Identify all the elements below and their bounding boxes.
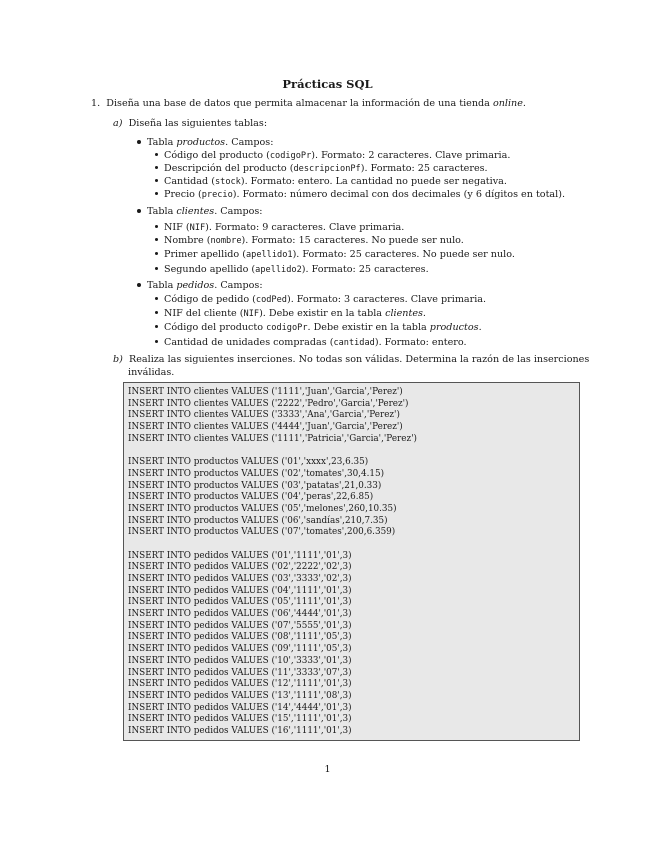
bullet-icon — [155, 252, 158, 255]
bullet-icon — [155, 311, 158, 314]
code-line: INSERT INTO clientes VALUES ('4444','Juan','Garcia','Perez') — [128, 422, 403, 433]
field-italic: productos — [429, 322, 479, 333]
field-text: Primer apellido ( — [164, 249, 246, 260]
field-text: ). Formato: entero. La cantidad no puede ser negativa. — [240, 176, 507, 187]
code-line: INSERT INTO pedidos VALUES ('13','1111','08',3) — [128, 690, 352, 701]
code-line: INSERT INTO pedidos VALUES ('16','1111','01',3) — [128, 725, 352, 736]
part-a-text: Diseña las siguientes tablas: — [128, 118, 268, 129]
field-text: ). Formato: 25 caracteres. — [301, 264, 429, 275]
exercise-text: Diseña una base de datos que permita almacenar la información de una tienda — [106, 98, 493, 109]
field-text: Precio ( — [164, 189, 202, 200]
field-item — [155, 222, 404, 234]
code-line: INSERT INTO productos VALUES ('07','tomates',200,6.359) — [128, 527, 396, 538]
field-code: codigoPr — [266, 323, 308, 333]
code-line: INSERT INTO pedidos VALUES ('05','1111','01',3) — [128, 597, 352, 608]
code-line: INSERT INTO productos VALUES ('04','peras',22,6.85) — [128, 492, 374, 503]
table-pre: Tabla — [147, 280, 177, 291]
code-gap — [128, 445, 579, 457]
field-item — [155, 337, 467, 349]
table-item-productos — [137, 137, 273, 149]
code-line: INSERT INTO clientes VALUES ('1111','Juan','Garcia','Perez') — [128, 387, 403, 397]
bullet-icon — [137, 283, 141, 287]
field-item — [155, 264, 429, 276]
bullet-icon — [137, 209, 141, 213]
code-block-productos — [128, 457, 579, 539]
bullet-icon — [155, 153, 158, 156]
code-gap — [128, 539, 579, 551]
code-line: INSERT INTO pedidos VALUES ('14','4444','01',3) — [128, 702, 352, 713]
field-text: ). Formato: 3 caracteres. Clave primaria. — [286, 294, 487, 305]
code-line: INSERT INTO productos VALUES ('05','melones',260,10.35) — [128, 503, 397, 514]
code-line: INSERT INTO pedidos VALUES ('12','1111','01',3) — [128, 679, 352, 690]
exercise-text-italic: online — [492, 98, 523, 109]
code-block-clientes — [128, 387, 579, 445]
field-text: . — [478, 322, 482, 333]
field-code: codPed — [255, 295, 287, 305]
code-line: INSERT INTO pedidos VALUES ('08','1111','05',3) — [128, 632, 352, 643]
code-line: INSERT INTO pedidos VALUES ('02','2222','02',3) — [128, 562, 352, 573]
code-block-pedidos — [128, 551, 579, 738]
field-code: NIF — [243, 309, 260, 319]
code-line: INSERT INTO productos VALUES ('01','xxxx',23,6.35) — [128, 457, 369, 468]
part-b-line2: inválidas. — [128, 367, 175, 378]
bullet-icon — [155, 340, 158, 343]
exercise-text-end: . — [522, 98, 526, 109]
field-code: cantidad — [333, 338, 375, 348]
field-item — [155, 308, 426, 320]
field-item — [155, 150, 510, 162]
code-line: INSERT INTO pedidos VALUES ('15','1111','01',3) — [128, 714, 352, 725]
field-item — [155, 249, 515, 261]
field-text: ). Formato: número decimal con dos decimales (y 6 dígitos en total). — [232, 189, 566, 200]
part-a-label: a) — [113, 118, 123, 129]
field-text: NIF ( — [164, 222, 190, 233]
field-italic: clientes — [385, 308, 423, 319]
code-line: INSERT INTO pedidos VALUES ('09','1111','05',3) — [128, 644, 352, 655]
field-text: ). Formato: 9 caracteres. Clave primaria. — [205, 222, 405, 233]
code-line: INSERT INTO clientes VALUES ('3333','Ana','Garcia','Perez') — [128, 410, 400, 421]
code-line: INSERT INTO productos VALUES ('03','patatas',21,0.33) — [128, 480, 382, 491]
page-number: 1 — [324, 764, 331, 775]
table-post: . Campos: — [214, 206, 263, 217]
field-code: apellido2 — [255, 265, 302, 275]
field-text: . — [422, 308, 426, 319]
code-line: INSERT INTO pedidos VALUES ('01','1111','01',3) — [128, 550, 352, 561]
bullet-icon — [155, 267, 158, 270]
code-line: INSERT INTO pedidos VALUES ('06','4444','01',3) — [128, 609, 352, 620]
field-text: ). Debe existir en la tabla — [259, 308, 386, 319]
code-line: INSERT INTO clientes VALUES ('2222','Pedro','Garcia','Perez') — [128, 398, 409, 409]
code-line: INSERT INTO pedidos VALUES ('10','3333','01',3) — [128, 655, 352, 666]
field-text: Nombre ( — [164, 235, 211, 246]
code-line: INSERT INTO pedidos VALUES ('03','3333','02',3) — [128, 574, 352, 584]
table-pre: Tabla — [147, 137, 177, 148]
table-item-clientes — [137, 206, 263, 218]
field-text: ). Formato: 2 caracteres. Clave primaria. — [311, 150, 511, 161]
field-code: codigoPr — [269, 151, 312, 161]
part-b-line1: Realiza las siguientes inserciones. No todas son válidas. Determina la razón de las inserciones — [129, 354, 590, 365]
code-line: INSERT INTO pedidos VALUES ('04','1111','01',3) — [128, 585, 352, 596]
field-text: ). Formato: 25 caracteres. No puede ser nulo. — [292, 249, 515, 260]
table-post: . Campos: — [214, 280, 263, 291]
field-item — [155, 294, 486, 306]
field-code: apellido1 — [245, 250, 293, 260]
table-name: productos — [176, 137, 226, 148]
field-code: stock — [214, 177, 241, 187]
field-item — [155, 163, 488, 175]
table-item-pedidos — [137, 280, 263, 292]
table-pre: Tabla — [147, 206, 177, 217]
field-text: ). Formato: entero. — [374, 337, 467, 348]
field-item — [155, 176, 507, 188]
field-text: Descripción del producto ( — [164, 163, 294, 174]
part-a — [113, 118, 267, 130]
field-code: NIF — [189, 223, 206, 233]
field-text: ). Formato: 15 caracteres. No puede ser nulo. — [241, 235, 464, 246]
exercise-1 — [91, 98, 526, 110]
field-text: . Debe existir en la tabla — [307, 322, 430, 333]
field-text: Cantidad de unidades compradas ( — [164, 337, 334, 348]
exercise-number: 1. — [91, 98, 101, 109]
bullet-icon — [155, 179, 158, 182]
bullet-icon — [155, 225, 158, 228]
table-post: . Campos: — [225, 137, 274, 148]
bullet-icon — [155, 192, 158, 195]
code-line: INSERT INTO productos VALUES ('02','tomates',30,4.15) — [128, 468, 384, 479]
code-line: INSERT INTO productos VALUES ('06','sandías',210,7.35) — [128, 515, 388, 526]
bullet-icon — [155, 325, 158, 328]
field-item — [155, 235, 464, 247]
field-code: nombre — [210, 236, 242, 246]
table-name: clientes — [176, 206, 215, 217]
field-text: Cantidad ( — [164, 176, 215, 187]
field-text: ). Formato: 25 caracteres. — [360, 163, 488, 174]
code-line: INSERT INTO pedidos VALUES ('11','3333','07',3) — [128, 667, 352, 678]
field-item — [155, 322, 482, 334]
field-text: Código de pedido ( — [164, 294, 256, 305]
field-item — [155, 189, 565, 201]
bullet-icon — [155, 238, 158, 241]
field-code: precio — [201, 190, 233, 200]
table-name: pedidos — [176, 280, 215, 291]
bullet-icon — [155, 297, 158, 300]
part-b — [113, 354, 589, 366]
bullet-icon — [137, 140, 141, 144]
field-text: Segundo apellido ( — [164, 264, 256, 275]
code-listing — [123, 382, 580, 741]
page-title: Prácticas SQL — [282, 77, 373, 91]
field-text: Código del producto ( — [164, 150, 270, 161]
bullet-icon — [155, 166, 158, 169]
field-text: Código del producto — [164, 322, 267, 333]
code-line: INSERT INTO clientes VALUES ('1111','Patricia','Garcia','Perez') — [128, 433, 417, 444]
code-line: INSERT INTO pedidos VALUES ('07','5555','01',3) — [128, 620, 352, 631]
field-code: descripcionPf — [293, 164, 361, 174]
part-b-label: b) — [113, 354, 123, 365]
field-text: NIF del cliente ( — [164, 308, 244, 319]
